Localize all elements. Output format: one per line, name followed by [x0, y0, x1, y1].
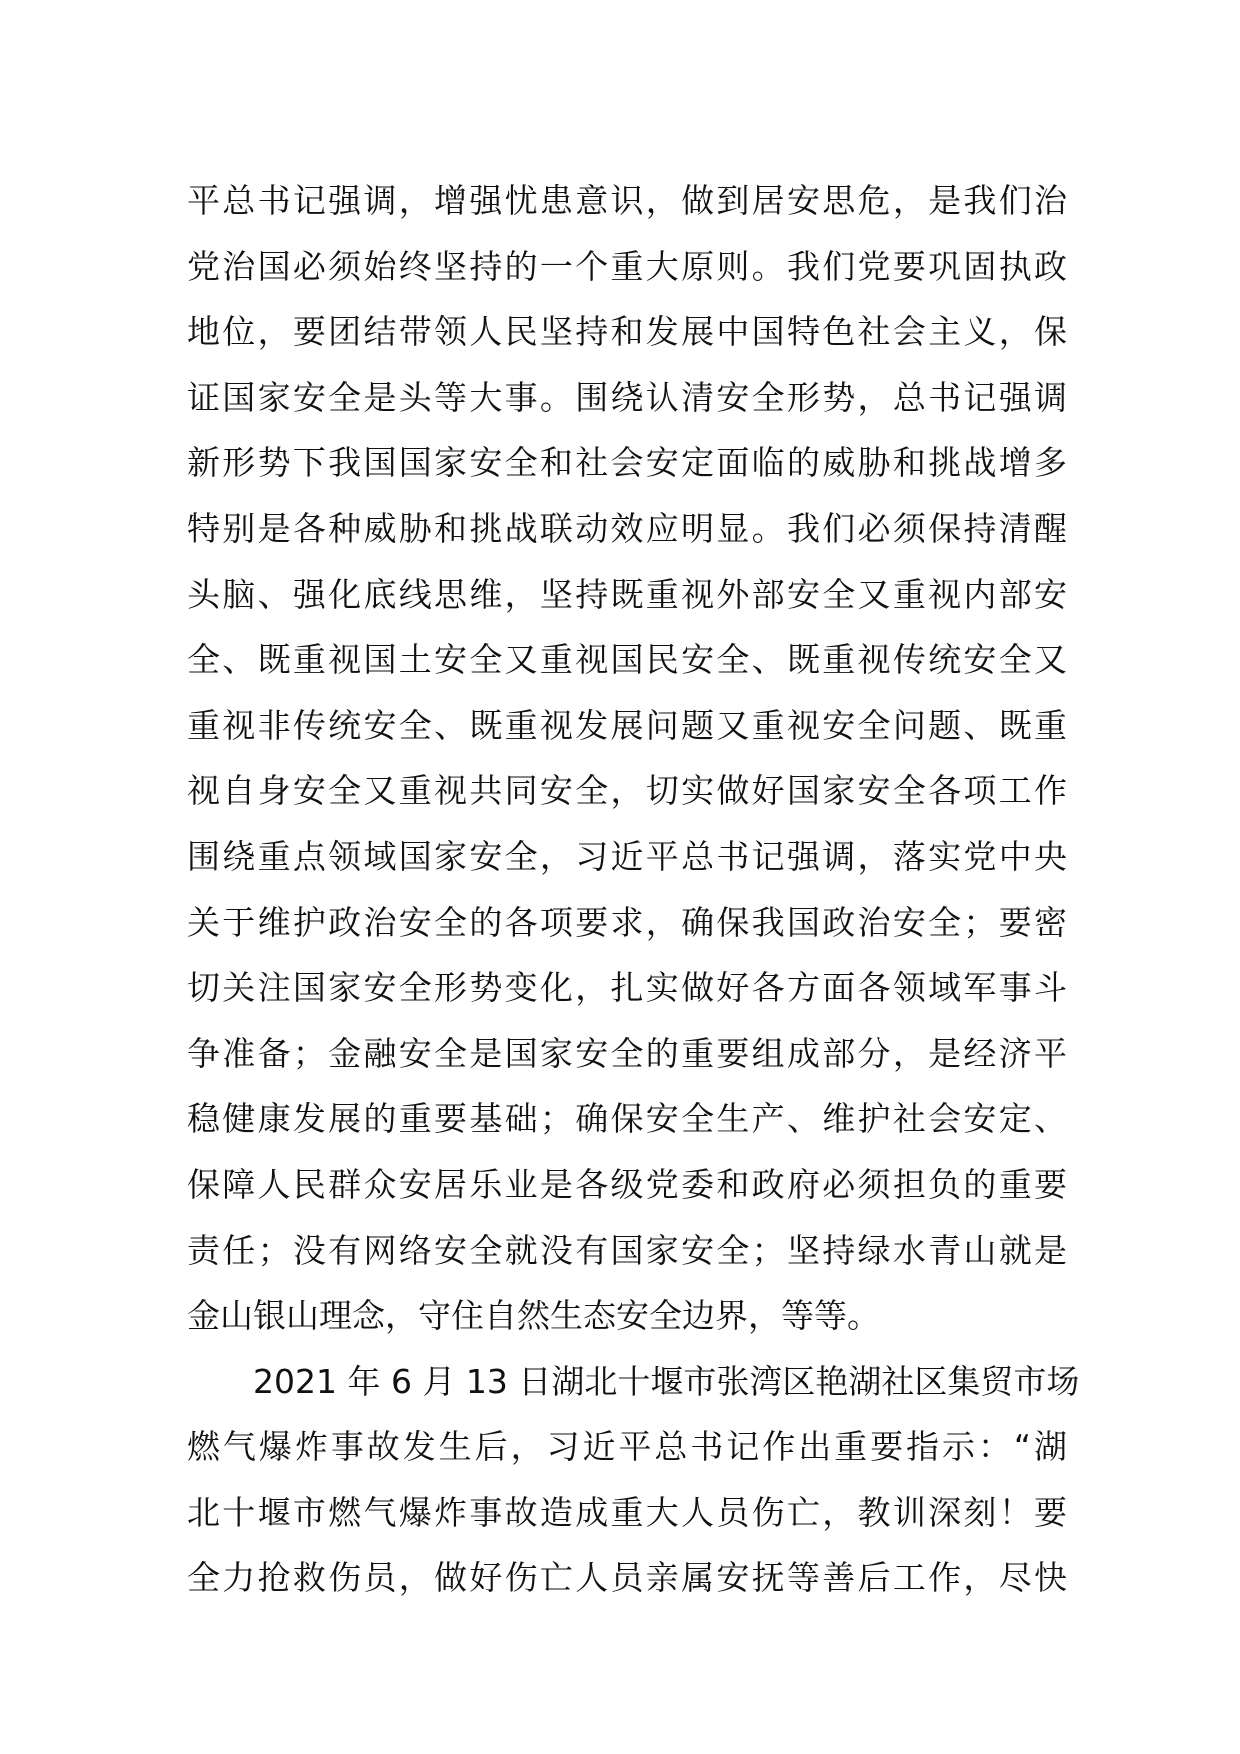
paragraph-end-line: 金山银山理念，守住自然生态安全边界，等等。	[187, 1296, 880, 1336]
text-line: 证国家安全是头等大事。围绕认清安全形势，总书记强调	[187, 377, 1067, 417]
text-line: 重视非传统安全、既重视发展问题又重视安全问题、既重	[187, 705, 1067, 745]
text-line: 平总书记强调，增强忧患意识，做到居安思危，是我们治	[187, 181, 1067, 220]
text-line: 责任；没有网络安全就没有国家安全；坚持绿水青山就是	[187, 1230, 1067, 1270]
text-line: 党治国必须始终坚持的一个重大原则。我们党要巩固执政	[187, 246, 1067, 286]
text-line: 全、既重视国土安全又重视国民安全、既重视传统安全又	[187, 640, 1067, 680]
text-line: 争准备；金融安全是国家安全的重要组成部分，是经济平	[187, 1033, 1067, 1073]
paragraph-start-line: 2021 年 6 月 13 日湖北十堰市张湾区艳湖社区集贸市场	[253, 1361, 1080, 1401]
text-line: 切关注国家安全形势变化，扎实做好各方面各领域军事斗	[187, 968, 1067, 1008]
text-line: 关于维护政治安全的各项要求，确保我国政治安全；要密	[187, 902, 1067, 942]
body-text	[187, 168, 1080, 1611]
text-line: 围绕重点领域国家安全，习近平总书记强调，落实党中央	[187, 836, 1067, 876]
text-line: 地位，要团结带领人民坚持和发展中国特色社会主义，保	[187, 312, 1067, 352]
text-line: 全力抢救伤员，做好伤亡人员亲属安抚等善后工作，尽快	[187, 1558, 1067, 1598]
text-line: 新形势下我国国家安全和社会安定面临的威胁和挑战增多	[187, 443, 1067, 483]
text-line: 特别是各种威胁和挑战联动效应明显。我们必须保持清醒	[187, 508, 1067, 548]
text-line: 视自身安全又重视共同安全，切实做好国家安全各项工作	[187, 771, 1067, 811]
text-line: 保障人民群众安居乐业是各级党委和政府必须担负的重要	[187, 1164, 1067, 1204]
text-line: 北十堰市燃气爆炸事故造成重大人员伤亡，教训深刻！要	[187, 1492, 1067, 1532]
text-line: 稳健康发展的重要基础；确保安全生产、维护社会安定、	[187, 1099, 1067, 1139]
text-line: 燃气爆炸事故发生后，习近平总书记作出重要指示：“湖	[187, 1427, 1067, 1467]
text-line: 头脑、强化底线思维，坚持既重视外部安全又重视内部安	[187, 574, 1067, 614]
